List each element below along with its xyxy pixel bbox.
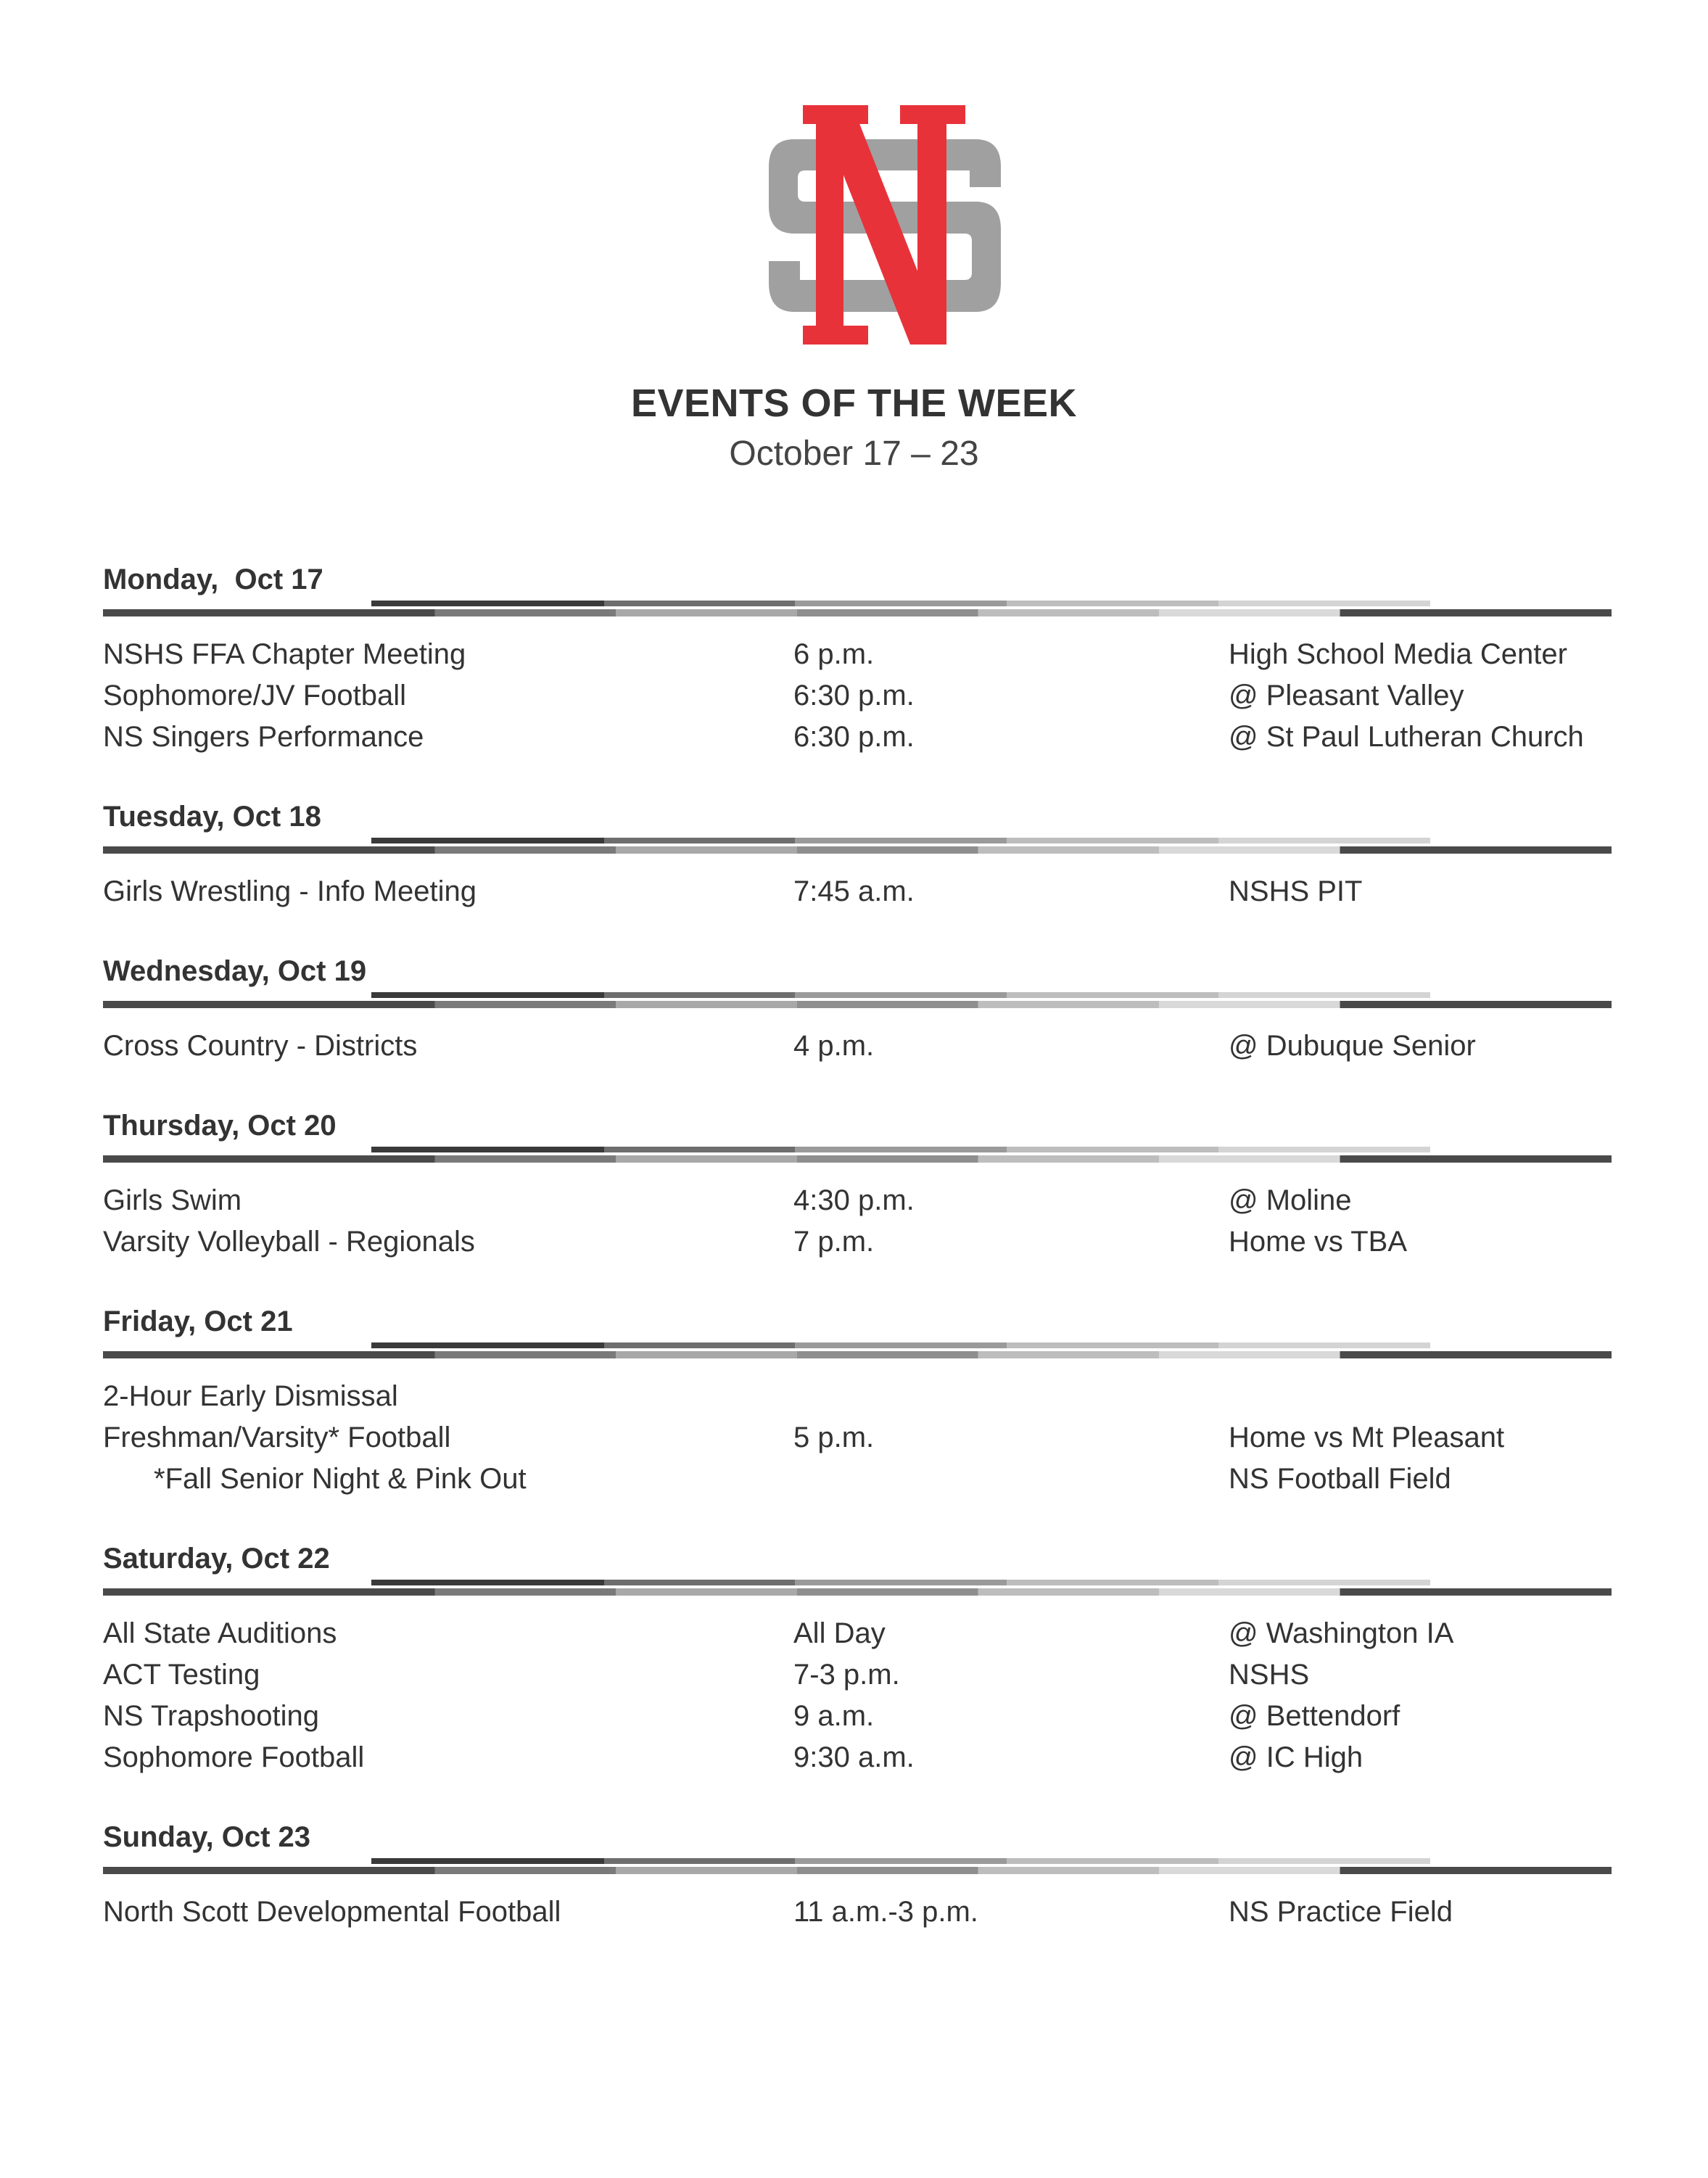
event-name: Sophomore Football <box>103 1741 365 1773</box>
event-row <box>103 1459 1612 1500</box>
event-name: Sophomore/JV Football <box>103 680 407 711</box>
date-range: October 17 – 23 <box>729 434 979 473</box>
page-title: EVENTS OF THE WEEK <box>630 381 1078 425</box>
event-time: 4:30 p.m. <box>793 1184 915 1216</box>
event-name: North Scott Developmental Football <box>103 1896 561 1928</box>
day-heading: Saturday, Oct 22 <box>103 1543 330 1575</box>
event-name: NS Singers Performance <box>103 721 424 753</box>
event-row <box>103 1892 1612 1933</box>
event-location: @ Washington IA <box>1229 1617 1454 1649</box>
day-heading: Tuesday, Oct 18 <box>103 801 321 833</box>
event-name: Girls Wrestling - Info Meeting <box>103 875 476 907</box>
event-location: @ Moline <box>1229 1184 1352 1216</box>
day-divider <box>103 1147 1612 1164</box>
day-section <box>103 796 1612 950</box>
event-row <box>103 1613 1612 1654</box>
event-location: High School Media Center <box>1229 638 1567 670</box>
event-location: NS Football Field <box>1229 1463 1451 1495</box>
event-row <box>103 1654 1612 1696</box>
event-time: 7:45 a.m. <box>793 875 915 907</box>
day-section <box>103 1300 1612 1538</box>
day-section <box>103 558 1612 796</box>
event-row <box>103 1417 1612 1459</box>
event-name: All State Auditions <box>103 1617 337 1649</box>
event-time: 11 a.m.-3 p.m. <box>793 1896 978 1928</box>
events-list <box>103 558 1612 1971</box>
event-row <box>103 634 1612 675</box>
day-divider <box>103 1342 1612 1360</box>
event-name: Cross Country - Districts <box>103 1030 418 1062</box>
event-location: @ Pleasant Valley <box>1229 680 1464 711</box>
event-row <box>103 1376 1612 1417</box>
event-name: *Fall Senior Night & Pink Out <box>154 1463 527 1495</box>
event-time: 9 a.m. <box>793 1700 875 1732</box>
event-name: NSHS FFA Chapter Meeting <box>103 638 466 670</box>
day-divider <box>103 601 1612 618</box>
day-section <box>103 1105 1612 1300</box>
day-heading: Monday, Oct 17 <box>103 564 323 595</box>
event-row <box>103 1737 1612 1778</box>
event-time: 7-3 p.m. <box>793 1659 900 1691</box>
event-location: @ Bettendorf <box>1229 1700 1400 1732</box>
day-heading: Wednesday, Oct 19 <box>103 955 367 987</box>
event-name: Girls Swim <box>103 1184 242 1216</box>
event-row <box>103 871 1612 912</box>
day-heading: Thursday, Oct 20 <box>103 1110 337 1142</box>
day-section <box>103 950 1612 1105</box>
ns-logo <box>765 102 1004 348</box>
day-heading: Sunday, Oct 23 <box>103 1821 311 1853</box>
event-row <box>103 1026 1612 1067</box>
event-row <box>103 675 1612 717</box>
event-time: All Day <box>793 1617 886 1649</box>
event-row <box>103 1696 1612 1737</box>
event-time: 9:30 a.m. <box>793 1741 915 1773</box>
day-divider <box>103 838 1612 855</box>
event-location: @ IC High <box>1229 1741 1363 1773</box>
day-divider <box>103 1580 1612 1597</box>
event-row <box>103 717 1612 758</box>
day-divider <box>103 992 1612 1010</box>
event-time: 4 p.m. <box>793 1030 875 1062</box>
event-location: @ Dubuque Senior <box>1229 1030 1476 1062</box>
day-heading: Friday, Oct 21 <box>103 1305 293 1337</box>
event-location: NSHS PIT <box>1229 875 1363 907</box>
event-location: NS Practice Field <box>1229 1896 1453 1928</box>
event-name: Varsity Volleyball - Regionals <box>103 1226 475 1258</box>
event-name: Freshman/Varsity* Football <box>103 1422 451 1453</box>
event-name: 2-Hour Early Dismissal <box>103 1380 398 1412</box>
event-row <box>103 1221 1612 1263</box>
event-location: Home vs Mt Pleasant <box>1229 1422 1505 1453</box>
event-location: Home vs TBA <box>1229 1226 1407 1258</box>
event-time: 7 p.m. <box>793 1226 875 1258</box>
event-name: ACT Testing <box>103 1659 260 1691</box>
event-time: 6:30 p.m. <box>793 680 915 711</box>
event-time: 6 p.m. <box>793 638 875 670</box>
event-location: NSHS <box>1229 1659 1310 1691</box>
day-section <box>103 1816 1612 1971</box>
event-row <box>103 1180 1612 1221</box>
event-time: 6:30 p.m. <box>793 721 915 753</box>
event-time: 5 p.m. <box>793 1422 875 1453</box>
day-divider <box>103 1858 1612 1876</box>
event-name: NS Trapshooting <box>103 1700 319 1732</box>
event-location: @ St Paul Lutheran Church <box>1229 721 1584 753</box>
day-section <box>103 1538 1612 1816</box>
